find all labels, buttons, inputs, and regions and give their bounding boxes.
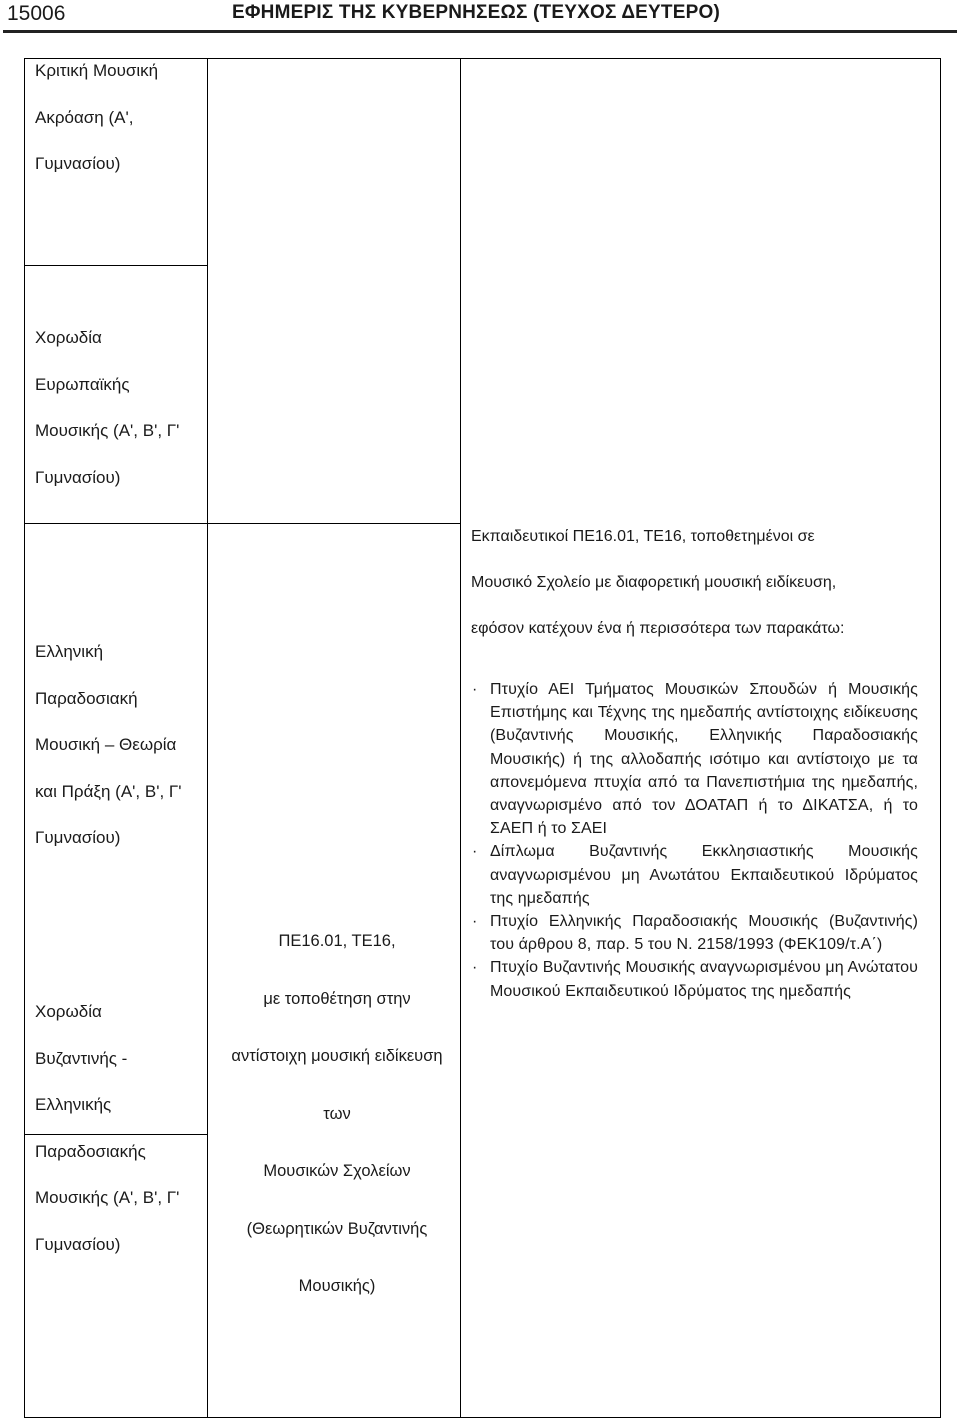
cell-qualifications-intro [471, 514, 941, 652]
intro-line: Εκπαιδευτικοί ΠΕ16.01, ΤΕ16, τοποθετημένοι σε [471, 528, 815, 545]
row-divider-1 [24, 265, 208, 266]
table-border-top [24, 58, 941, 59]
cell-line: Μουσικής (Α', Β', Γ' [35, 1188, 180, 1207]
row-divider-2 [24, 523, 461, 524]
cell-line: (Θεωρητικών Βυζαντινής [246, 1219, 428, 1238]
column-divider-mid-right [460, 523, 461, 1418]
intro-line: Μουσικό Σχολείο με διαφορετική μουσική ειδίκευση, [471, 574, 837, 591]
cell-line: Μουσικής) [298, 1277, 376, 1295]
list-item: · Πτυχίο Ελληνικής Παραδοσιακής Μουσικής (Βυζαντινής) του άρθρου 8, παρ. 5 του Ν. 2158/1993 (ΦΕΚ109/τ.Α΄) [470, 910, 918, 956]
cell-greek-traditional [35, 629, 182, 862]
page-number: 15006 [7, 2, 66, 25]
cell-line: Ακρόαση (Α', [35, 107, 134, 127]
bullet-icon: · [472, 959, 478, 977]
cell-line: Γυμνασίου) [35, 467, 121, 487]
bullet-icon: · [472, 681, 478, 698]
cell-line: και Πράξη (Α', Β', Γ' [35, 781, 182, 801]
cell-line: Μουσική – Θεωρία [35, 735, 177, 754]
list-item: · Πτυχίο Βυζαντινής Μουσικής αναγνωρισμένου μη Ανώτατου Μουσικού Εκπαιδευτικού Ιδρύματος της ημεδαπής [470, 956, 918, 1002]
curriculum-table [24, 58, 941, 1418]
cell-line: Βυζαντινής - [35, 1048, 128, 1068]
cell-line: Γυμνασίου) [35, 828, 121, 847]
list-item: · Πτυχίο ΑΕΙ Τμήματος Μουσικών Σπουδών ή Μουσικής Επιστήμης και Τέχνης της ημεδαπής αντίστοιχης ειδίκευσης (Βυζαντινής Μουσικής, Ελληνικής Παραδοσιακής Μουσικής) ή της αλλοδαπής ισότιμο και αντίστοιχο με τα απονεμόμενα πτυχία από τα Πανεπιστήμια της ημεδαπής, αναγνωρισμένο από τον ΔΟΑΤΑΠ ή το ΔΙΚΑΤΣΑ, ή το ΣΑΕΠ ή το ΣΑΕΙ [470, 678, 918, 840]
cell-byzantine-choir [35, 989, 179, 1268]
cell-line: Χορωδία [35, 1002, 102, 1021]
cell-line: Γυμνασίου) [35, 154, 121, 173]
column-divider-2 [460, 58, 461, 523]
cell-line: Παραδοσιακή [35, 688, 138, 708]
table-border-right [940, 58, 941, 1418]
cell-line: αντίστοιχη μουσική ειδίκευση [231, 1047, 443, 1065]
gazette-title: ΕΦΗΜΕΡΙΣ ΤΗΣ ΚΥΒΕΡΝΗΣΕΩΣ (ΤΕΥΧΟΣ ΔΕΥΤΕΡΟ) [232, 2, 720, 23]
page-header [0, 0, 960, 34]
cell-teacher-specialty [217, 913, 457, 1316]
cell-line: Κριτική Μουσική [35, 61, 159, 80]
cell-line: Ευρωπαϊκής [35, 374, 130, 394]
cell-line: Ελληνική [35, 642, 104, 661]
qualifications-list [470, 678, 918, 1003]
cell-line: Ελληνικής [35, 1095, 112, 1114]
cell-line: Μουσικής (Α', Β', Γ' [35, 421, 180, 440]
column-divider-2-lower [207, 58, 208, 1418]
bullet-icon: · [472, 913, 478, 931]
cell-european-choir [35, 315, 179, 501]
cell-critical-listening [35, 48, 158, 188]
cell-line: με τοποθέτηση στην [263, 989, 411, 1008]
cell-line: Παραδοσιακής [35, 1141, 146, 1161]
cell-line: ΠΕ16.01, ΤΕ16, [278, 932, 396, 950]
cell-line: Μουσικών Σχολείων [263, 1162, 411, 1180]
cell-line: Χορωδία [35, 328, 102, 347]
cell-line: των [323, 1104, 351, 1123]
table-border-bottom [24, 1417, 941, 1418]
list-item: · Δίπλωμα Βυζαντινής Εκκλησιαστικής Μουσικής αναγνωρισμένου μη Ανωτάτου Εκπαιδευτικού Ιδρύματος της ημεδαπής [470, 840, 918, 910]
table-border-left [24, 58, 25, 1418]
bullet-icon: · [472, 843, 478, 861]
intro-line: εφόσον κατέχουν ένα ή περισσότερα των παρακάτω: [471, 620, 845, 637]
cell-line: Γυμνασίου) [35, 1234, 121, 1254]
header-rule [3, 30, 957, 33]
